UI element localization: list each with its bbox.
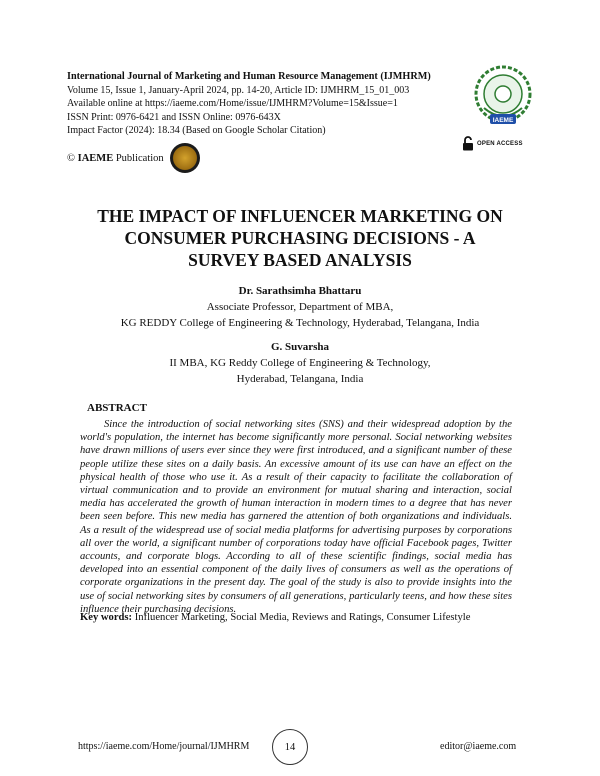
title-line: SURVEY BASED ANALYSIS — [188, 250, 412, 270]
issn-info: ISSN Print: 0976-6421 and ISSN Online: 0976-643X — [67, 111, 281, 123]
publisher-seal-icon — [170, 143, 200, 173]
paper-title — [60, 205, 540, 271]
impact-factor: Impact Factor (2024): 18.34 (Based on Google Scholar Citation) — [67, 125, 326, 136]
publisher-name: IAEME — [77, 152, 114, 164]
author-block-2 — [60, 339, 540, 387]
journal-header — [67, 70, 467, 138]
footer-email[interactable]: editor@iaeme.com — [440, 741, 517, 752]
footer-journal-link[interactable]: https://iaeme.com/Home/journal/IJMHRM — [78, 741, 250, 752]
author-name: Dr. Sarathsimha Bhattaru — [238, 285, 362, 297]
logo-text: IAEME — [492, 117, 514, 124]
author-affiliation: Hyderabad, Telangana, India — [236, 373, 364, 385]
keywords — [80, 612, 520, 623]
iaeme-logo — [470, 64, 536, 130]
open-access-badge — [462, 136, 523, 151]
abstract-heading: ABSTRACT — [87, 402, 147, 414]
author-affiliation: KG REDDY College of Engineering & Technology, Hyderabad, Telangana, India — [120, 317, 480, 329]
page-number: 14 — [272, 729, 308, 765]
open-lock-icon — [462, 136, 474, 151]
available-online: Available online at https://iaeme.com/Home/issue/IJMHRM?Volume=15&Issue=1 — [67, 98, 398, 109]
copyright-symbol: © — [67, 152, 75, 164]
publisher-suffix: Publication — [115, 152, 164, 164]
keywords-text: Influencer Marketing, Social Media, Reviews and Ratings, Consumer Lifestyle — [134, 612, 471, 623]
abstract-text: Since the introduction of social networking sites (SNS) and their widespread adoption by the world's population, the internet has become significantly more personal. Social networking websites have drawn millions of users ever since they were first introduced, and a significant number of these people utilize these sites on a daily basis. An excessive amount of its use can have an effect on the physical health of those who use it. As a result of their capacity to facilitate the collaboration of virtual communication and to provide an environment for mutual sharing and interaction, social media has accelerated the growth of human interaction in modern times to a degree that has never been seen before. This new media has garnered the attention of both organizations and individuals. As a result of the widespread use of social media platforms for advertising purposes by corporations all over the world, a significant number of corporations today have official Facebook pages, Twitter accounts, and corporate blogs. According to all of these scientific findings, social media has developed into an essential component of the daily lives of consumers as well as the operations of corporate organizations in the present day. The goal of the study is also to provide insights into the use of social networking sites by consumers of all generations, particularly teens, and how these sites influence their purchasing decisions. — [80, 419, 512, 615]
author-block-1 — [60, 283, 540, 331]
author-affiliation: II MBA, KG Reddy College of Engineering & Technology, — [169, 357, 431, 369]
open-access-label: OPEN ACCESS — [477, 140, 523, 147]
author-affiliation: Associate Professor, Department of MBA, — [206, 301, 394, 313]
journal-name: International Journal of Marketing and Human Resource Management (IJMHRM) — [67, 71, 431, 82]
publisher-line — [67, 143, 200, 173]
title-line: CONSUMER PURCHASING DECISIONS - A — [124, 228, 476, 248]
title-line: THE IMPACT OF INFLUENCER MARKETING ON — [97, 206, 503, 226]
volume-info: Volume 15, Issue 1, January-April 2024, pp. 14-20, Article ID: IJMHRM_15_01_003 — [67, 84, 410, 96]
author-name: G. Suvarsha — [270, 341, 330, 353]
keywords-label: Key words: — [80, 612, 133, 623]
